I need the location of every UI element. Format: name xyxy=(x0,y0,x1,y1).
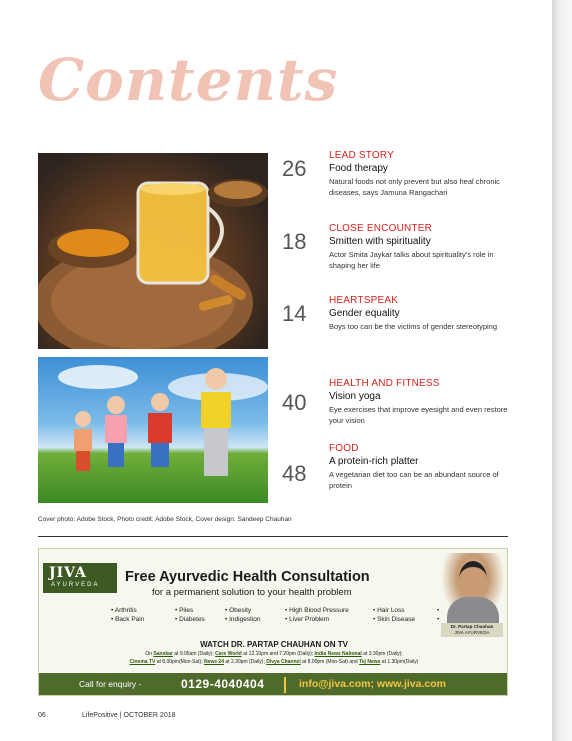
channel-name: Care World xyxy=(215,651,242,657)
schedule-text: at 2.30pm (Daily); xyxy=(224,658,267,665)
story-page-number: 14 xyxy=(282,301,307,326)
page-edge-shadow xyxy=(552,0,572,741)
story-description: Actor Smita Jaykar talks about spirituality’s role in shaping her life xyxy=(329,250,494,270)
story-category: HEARTSPEAK xyxy=(329,295,399,306)
phone-number[interactable]: 0129-4040404 xyxy=(181,677,265,691)
channel-name: India News National xyxy=(314,651,362,657)
condition-item: • Skin Disease xyxy=(373,616,439,623)
divider xyxy=(38,536,508,537)
condition-item: • Liver Problem xyxy=(285,616,373,623)
condition-item: • Arthritis xyxy=(111,607,175,614)
ad-subheadline: for a permanent solution to your health problem xyxy=(152,587,352,598)
channel-name: Divya Channel xyxy=(266,658,301,665)
story-title: Food therapy xyxy=(329,163,388,174)
logo-sub-text: AYURVEDA xyxy=(51,582,100,588)
doctor-face xyxy=(459,561,487,597)
story-page-number: 26 xyxy=(282,156,307,181)
ad-headline: Free Ayurvedic Health Consultation xyxy=(125,569,370,585)
story-title: A protein-rich platter xyxy=(329,456,419,467)
schedule-text: On xyxy=(145,651,154,657)
condition-item: • Hair Loss xyxy=(373,607,439,614)
jiva-logo xyxy=(43,563,117,593)
channel-name: Sanskar xyxy=(153,651,173,657)
doctor-photo xyxy=(441,553,505,623)
schedule-text: at 1.30pm(Daily) xyxy=(380,658,419,665)
tv-schedule xyxy=(69,651,479,666)
schedule-text: at 12.10pm and 7.20pm (Daily); xyxy=(241,651,315,657)
story-description: Boys too can be the victims of gender stereotyping xyxy=(329,322,498,331)
condition-item: • Obesity xyxy=(225,607,285,614)
story-category: CLOSE ENCOUNTER xyxy=(329,223,433,234)
story-page-number: 18 xyxy=(282,229,307,254)
story-page-number: 48 xyxy=(282,461,307,486)
doctor-caption xyxy=(441,623,503,637)
condition-item: • Indigestion xyxy=(225,616,285,623)
ad-conditions-list xyxy=(111,607,439,623)
story-title: Smitten with spirituality xyxy=(329,236,431,247)
tv-headline: WATCH DR. PARTAP CHAUHAN ON TV xyxy=(200,640,348,649)
story-description: Eye exercises that improve eyesight and even restore your vision xyxy=(329,405,508,425)
story-title: Gender equality xyxy=(329,308,400,319)
doctor-org: JIVA AYURVEDA xyxy=(454,630,490,635)
story-description: A vegetarian diet too can be an abundant source of protein xyxy=(329,470,499,490)
schedule-text: at 8.00pm (Mon-Sat) and xyxy=(300,658,360,665)
condition-item: • Piles xyxy=(175,607,225,614)
schedule-text: at 8.00pm(Mon-Sat); xyxy=(155,658,204,665)
story-page-number: 40 xyxy=(282,390,307,415)
ad-contact-bar xyxy=(39,673,508,696)
channel-name: News 24 xyxy=(203,658,224,665)
enquiry-label: Call for enquiry - xyxy=(79,679,142,689)
logo-main-text: JIVA xyxy=(49,565,87,581)
condition-item: • Diabetes xyxy=(175,616,225,623)
story-description: Natural foods not only prevent but also heal chronic diseases, says Jamuna Rangachari xyxy=(329,177,500,197)
channel-name: Tej News xyxy=(359,658,381,665)
page-title: Contents xyxy=(38,46,339,114)
schedule-text: at 9.05am (Daily); xyxy=(172,651,216,657)
condition-item: • High Blood Pressure xyxy=(285,607,373,614)
doctor-name: Dr. Partap Chauhan xyxy=(450,624,494,629)
cover-photo-children-field xyxy=(38,357,268,503)
children-illustration xyxy=(38,357,268,503)
website-email-link[interactable]: info@jiva.com; www.jiva.com xyxy=(299,678,446,690)
cover-photo-turmeric-drink xyxy=(38,153,268,349)
story-title: Vision yoga xyxy=(329,391,381,402)
page-number: 06 xyxy=(38,712,46,719)
story-category: FOOD xyxy=(329,443,359,454)
channel-name: Cinema TV xyxy=(129,658,156,665)
jiva-advertisement[interactable] xyxy=(38,548,508,696)
ad-conditions-extra: • • xyxy=(437,607,471,624)
issue-label: LifePositive | OCTOBER 2018 xyxy=(82,712,176,719)
turmeric-drink-illustration xyxy=(38,153,268,349)
condition-item: • Back Pain xyxy=(111,616,175,623)
story-category: HEALTH AND FITNESS xyxy=(329,378,440,389)
story-category: LEAD STORY xyxy=(329,150,394,161)
contact-divider xyxy=(284,677,286,693)
schedule-text: at 3.30pm (Daily); xyxy=(361,651,403,657)
cover-credits: Cover photo: Adobe Stock, Photo credit: Adobe Stock, Cover design: Sandeep Chauhan xyxy=(38,516,292,523)
